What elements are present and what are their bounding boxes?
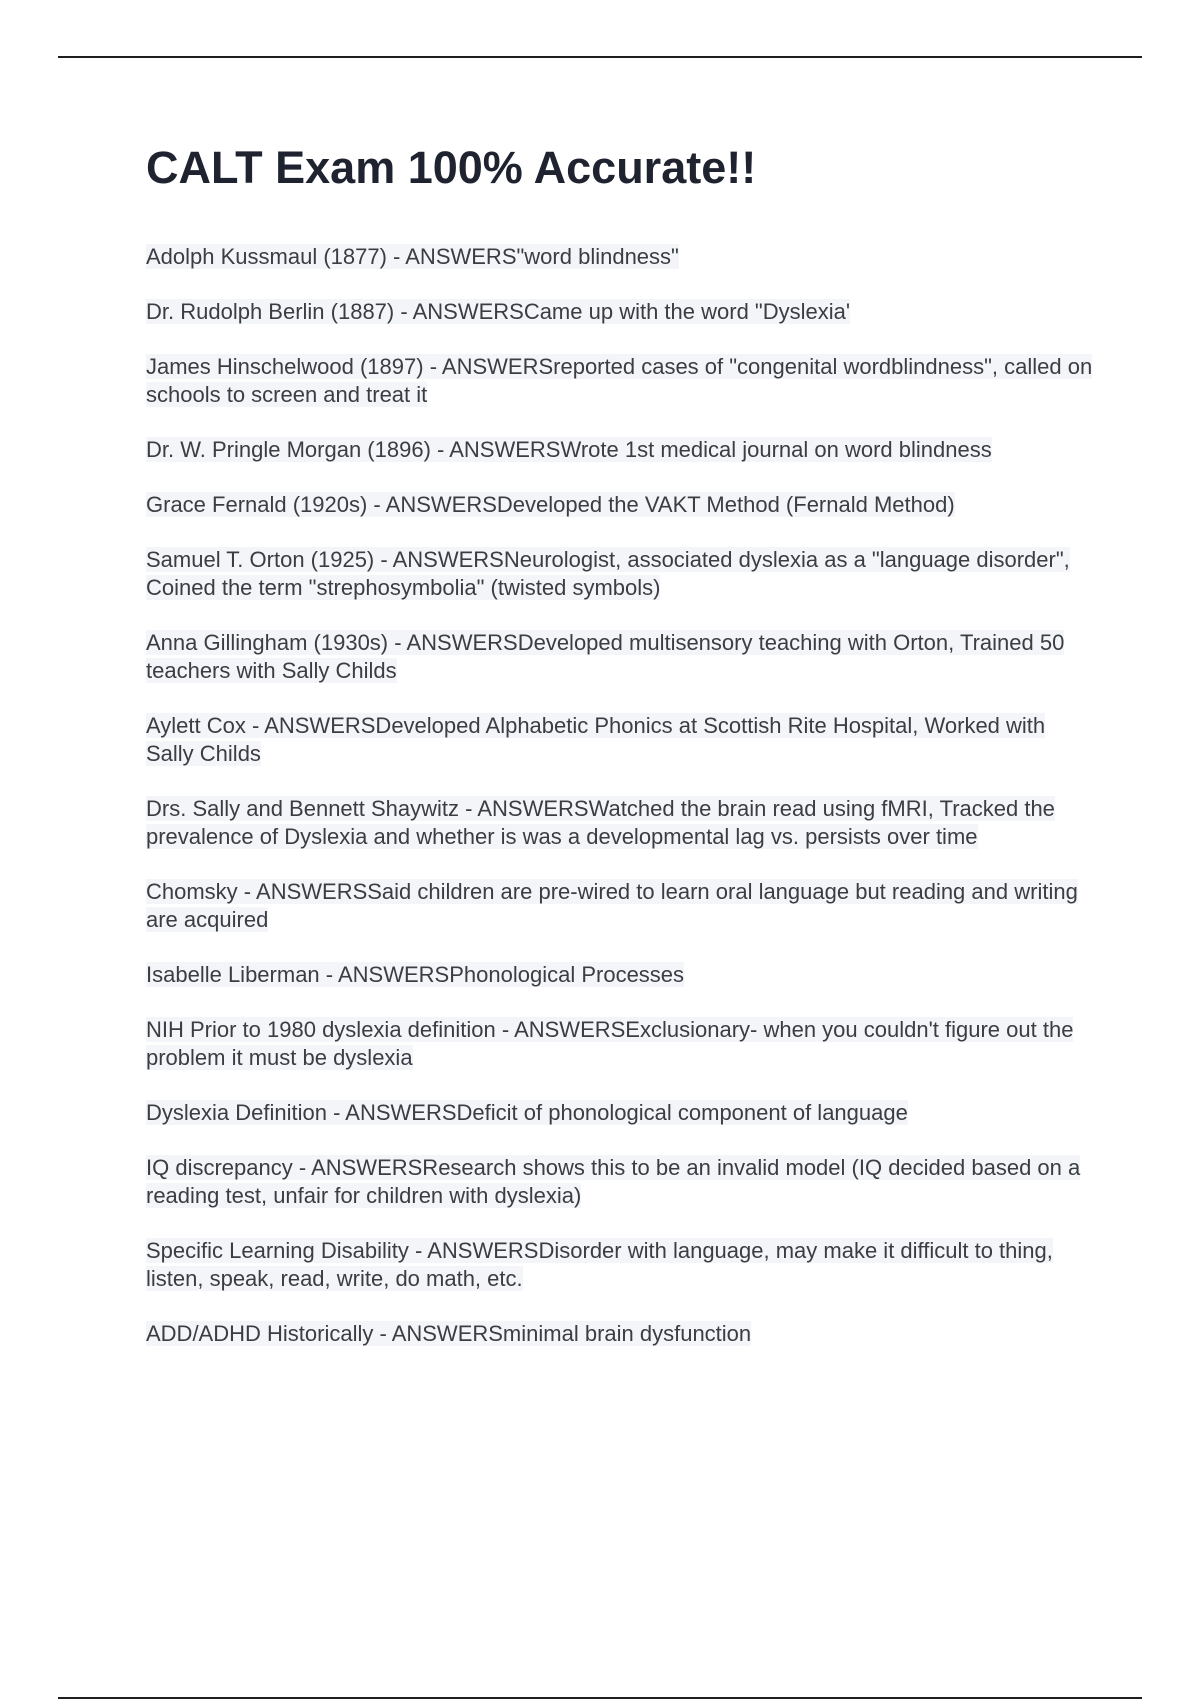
qa-text: Dyslexia Definition - ANSWERSDeficit of phonological component of language: [146, 1100, 908, 1125]
qa-text: Chomsky - ANSWERSSaid children are pre-wired to learn oral language but reading and writing are acquired: [146, 879, 1078, 932]
qa-text: James Hinschelwood (1897) - ANSWERSreported cases of "congenital wordblindness", called on schools to screen and treat it: [146, 354, 1093, 407]
qa-text: NIH Prior to 1980 dyslexia definition - ANSWERSExclusionary- when you couldn't figure out the problem it must be dyslexia: [146, 1017, 1074, 1070]
qa-item: [146, 353, 1096, 409]
qa-text: Specific Learning Disability - ANSWERSDisorder with language, may make it difficult to thing, listen, speak, read, write, do math, etc.: [146, 1238, 1053, 1291]
qa-list: [146, 243, 1096, 1348]
qa-item: [146, 629, 1096, 685]
qa-text: Adolph Kussmaul (1877) - ANSWERS"word blindness": [146, 244, 679, 269]
qa-item: [146, 712, 1096, 768]
qa-text: ADD/ADHD Historically - ANSWERSminimal brain dysfunction: [146, 1321, 752, 1346]
page-title: CALT Exam 100% Accurate!!: [146, 142, 757, 193]
qa-item: [146, 243, 1096, 271]
qa-text: Drs. Sally and Bennett Shaywitz - ANSWERSWatched the brain read using fMRI, Tracked the prevalence of Dyslexia and whether is was a developmental lag vs. persists over time: [146, 796, 1055, 849]
qa-item: [146, 1016, 1096, 1072]
qa-text: Isabelle Liberman - ANSWERSPhonological Processes: [146, 962, 685, 987]
qa-item: [146, 491, 1096, 519]
qa-item: [146, 961, 1096, 989]
qa-text: Anna Gillingham (1930s) - ANSWERSDeveloped multisensory teaching with Orton, Trained 50 teachers with Sally Childs: [146, 630, 1065, 683]
qa-item: [146, 546, 1096, 602]
qa-text: Grace Fernald (1920s) - ANSWERSDeveloped the VAKT Method (Fernald Method): [146, 492, 955, 517]
qa-item: [146, 1237, 1096, 1293]
bottom-rule: [58, 1697, 1142, 1699]
qa-item: [146, 1099, 1096, 1127]
qa-item: [146, 878, 1096, 934]
qa-text: Dr. W. Pringle Morgan (1896) - ANSWERSWrote 1st medical journal on word blindness: [146, 437, 992, 462]
qa-item: [146, 1320, 1096, 1348]
document-body: [146, 138, 1096, 1375]
qa-item: [146, 1154, 1096, 1210]
qa-item: [146, 436, 1096, 464]
qa-text: IQ discrepancy - ANSWERSResearch shows this to be an invalid model (IQ decided based on a reading test, unfair for children with dyslexia): [146, 1155, 1081, 1208]
top-rule: [58, 56, 1142, 58]
qa-item: [146, 795, 1096, 851]
qa-item: [146, 298, 1096, 326]
qa-text: Samuel T. Orton (1925) - ANSWERSNeurologist, associated dyslexia as a "language disorder", Coined the term "strephosymbolia" (twisted symbols): [146, 547, 1070, 600]
qa-text: Aylett Cox - ANSWERSDeveloped Alphabetic Phonics at Scottish Rite Hospital, Worked with Sally Childs: [146, 713, 1046, 766]
qa-text: Dr. Rudolph Berlin (1887) - ANSWERSCame up with the word "Dyslexia': [146, 299, 851, 324]
